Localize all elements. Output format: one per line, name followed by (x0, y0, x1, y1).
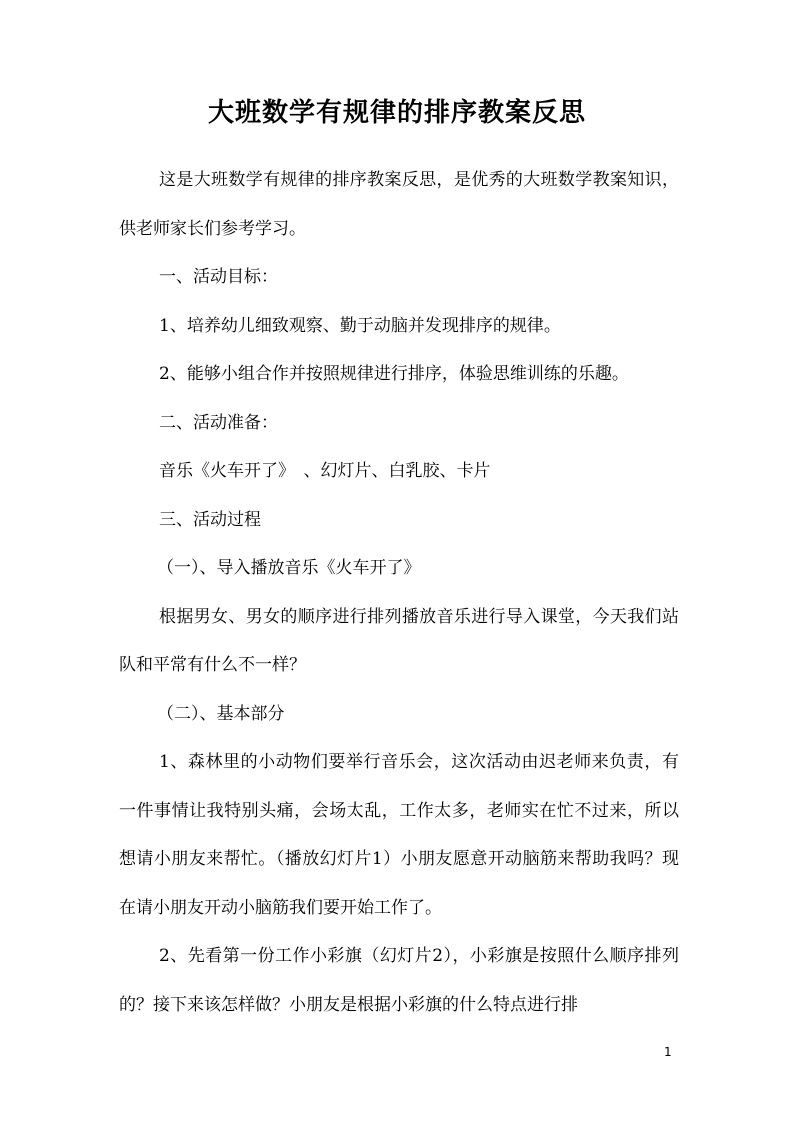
heading-intro-music: （一）、导入播放音乐《火车开了》 (157, 558, 421, 578)
paragraph-intro: 这是大班数学有规律的排序教案反思，是优秀的大班数学教案知识，供老师家长们参考学习。 (119, 170, 679, 239)
heading-activity-goals: 一、活动目标： (159, 267, 278, 287)
document-title: 大班数学有规律的排序教案反思 (207, 98, 586, 128)
paragraph-preparation: 音乐《火车开了》 、幻灯片、白乳胶、卡片 (159, 461, 491, 481)
heading-activity-preparation: 二、活动准备： (159, 412, 278, 433)
paragraph-goal-2: 2、能够小组合作并按照规律进行排序，体验思维训练的乐趣。 (159, 364, 629, 384)
paragraph-goal-1: 1、培养幼儿细致观察、勤于动脑并发现排序的规律。 (159, 315, 561, 336)
paragraph-basic-1: 1、森林里的小动物们要举行音乐会，这次活动由迟老师来负责，有一件事情让我特别头痛，会场太乱，工作太多，老师实在忙不过来，所以想请小朋友来帮忙。（播放幻灯片1）小朋友愿意开动脑筋来帮助我吗？现在请小朋友开动小脑筋我们要开始工作了。 (119, 752, 679, 918)
heading-basic-part: （二）、基本部分 (157, 703, 285, 724)
document-body (119, 156, 679, 1029)
heading-activity-process: 三、活动过程 (159, 509, 261, 530)
paragraph-intro-music: 根据男女、男女的顺序进行排列播放音乐进行导入课堂，今天我们站队和平常有什么不一样？ (119, 606, 679, 675)
page-number: 1 (664, 1045, 672, 1059)
paragraph-basic-2: 2、先看第一份工作小彩旗（幻灯片2），小彩旗是按照什么顺序排列的？接下来该怎样做？小朋友是根据小彩旗的什么特点进行排 (119, 946, 679, 1015)
